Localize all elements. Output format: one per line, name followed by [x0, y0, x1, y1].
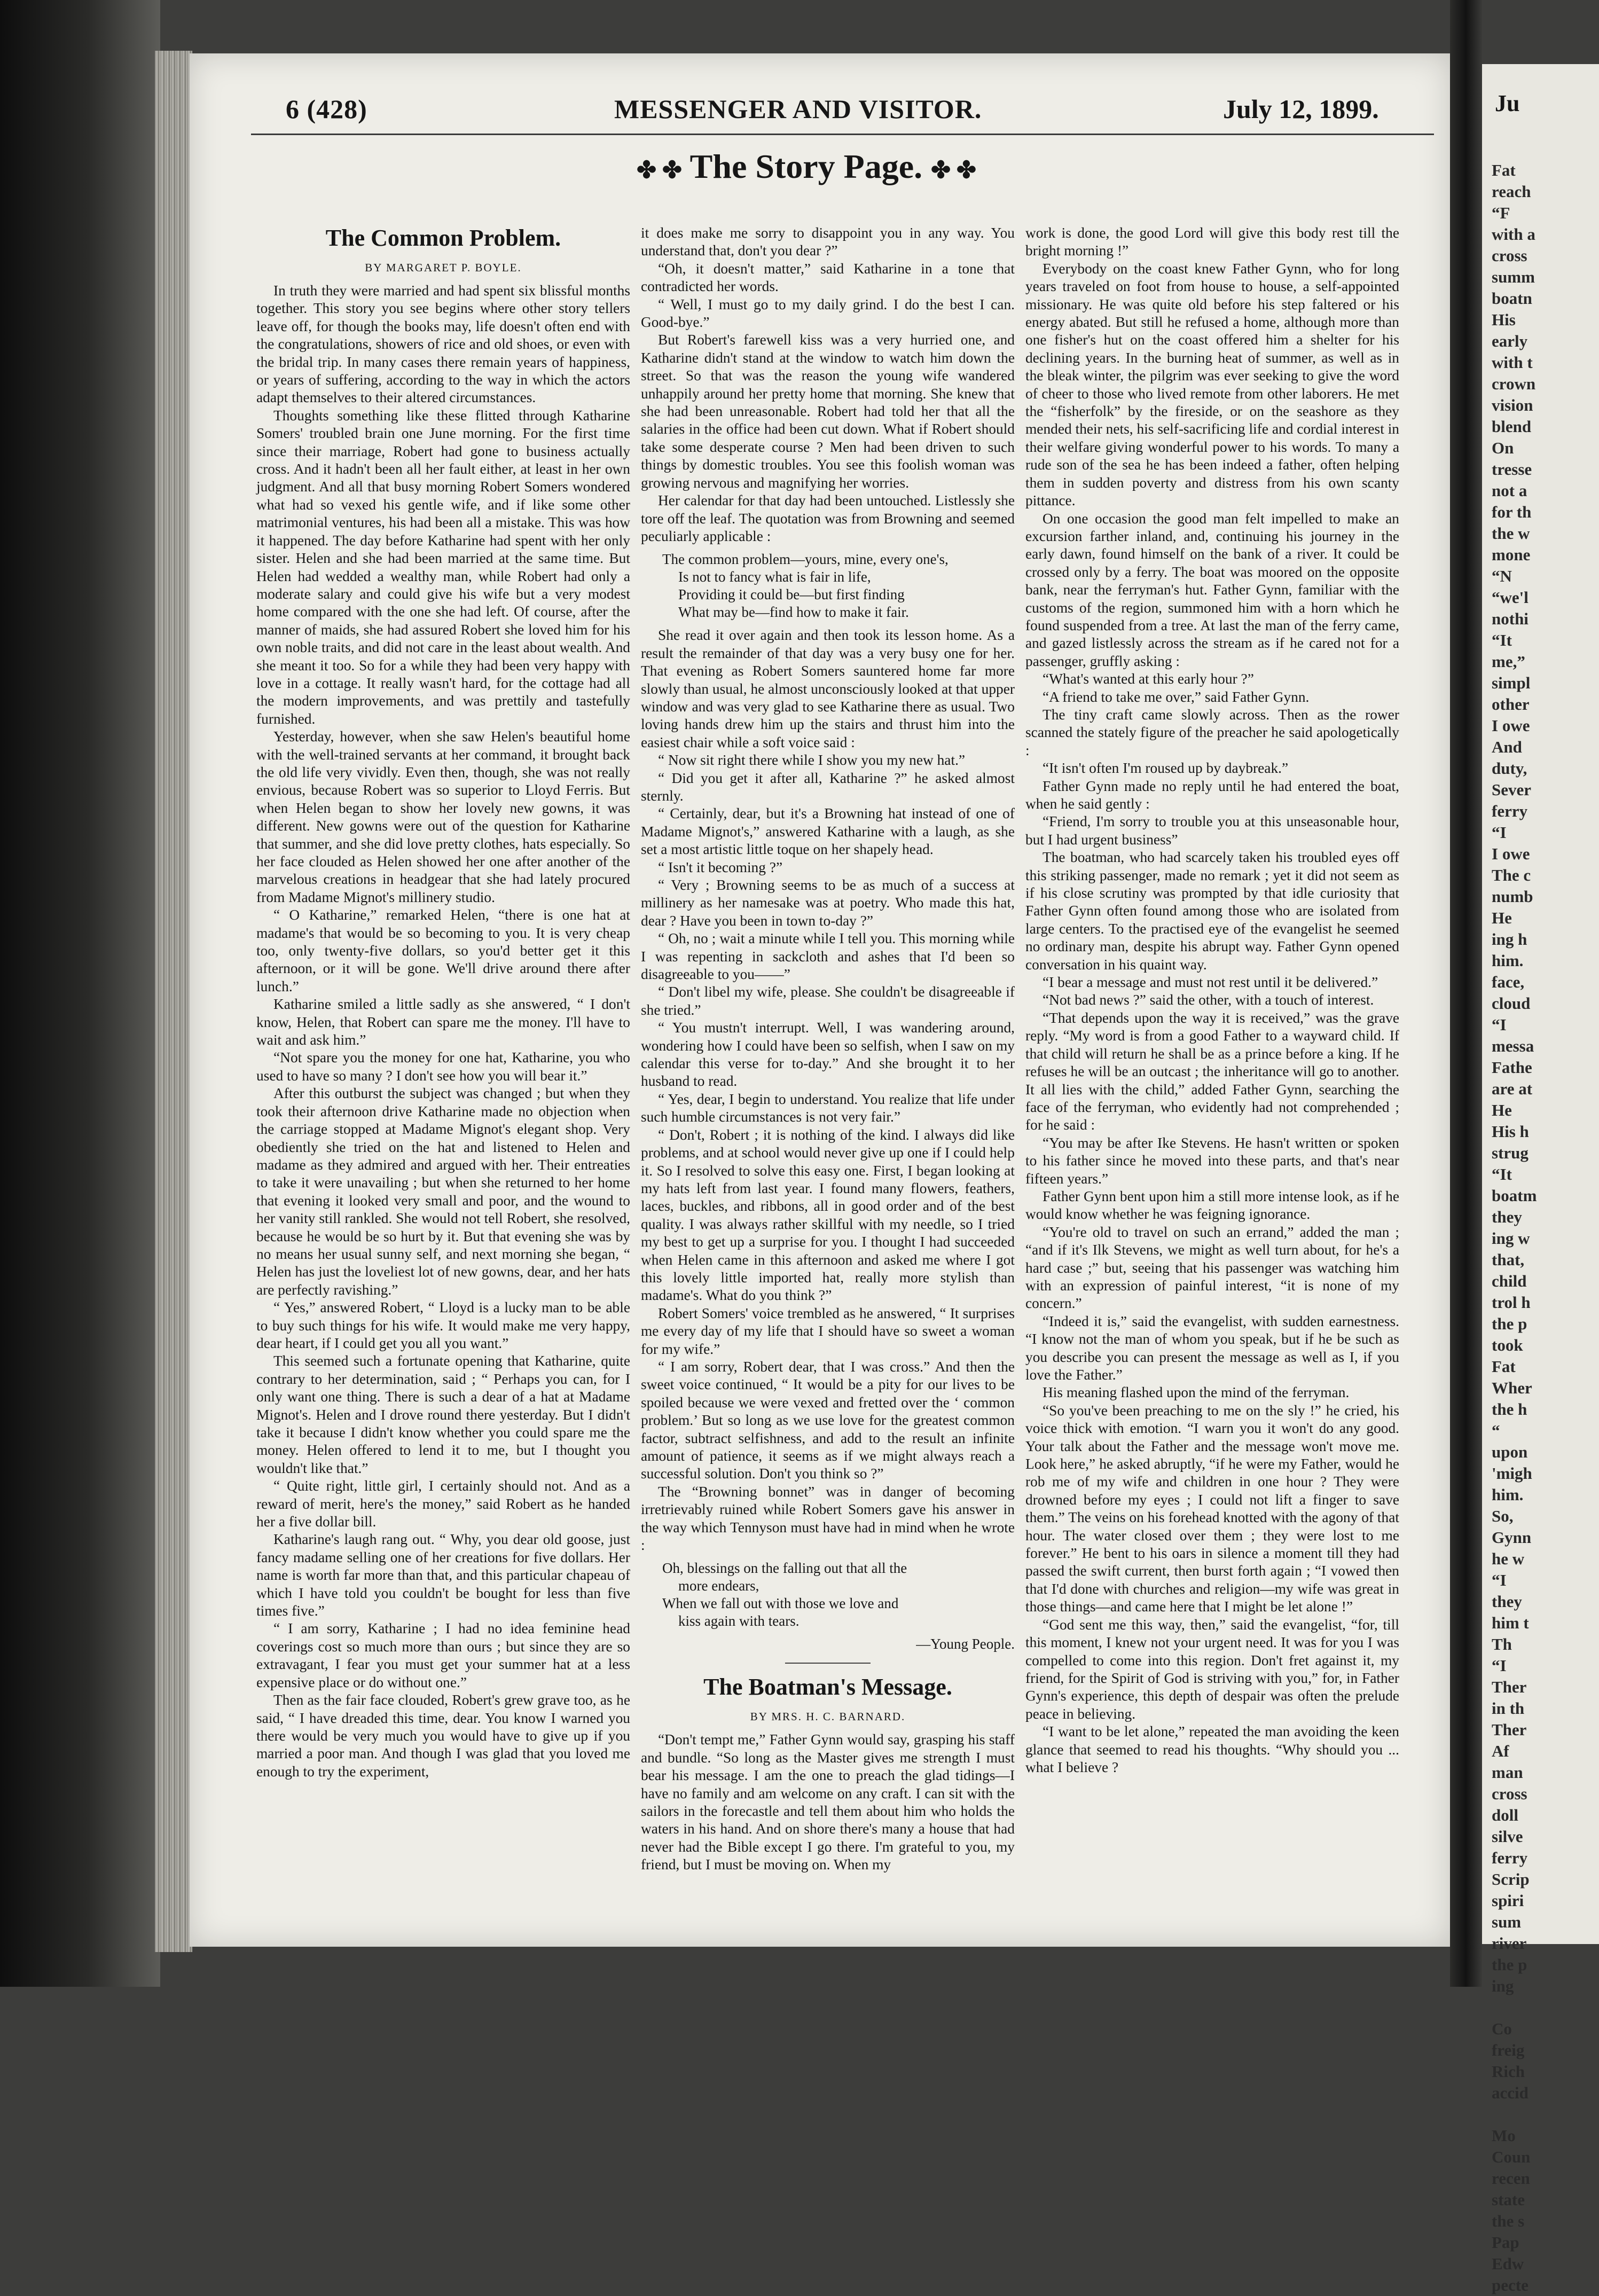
- paragraph: it does make me sorry to disappoint you in any way. You understand that, don't you dear ?”: [641, 225, 1015, 259]
- ornament-right-icon: ✤ ✤: [931, 157, 976, 183]
- facing-page-line: Ther: [1492, 1678, 1527, 1696]
- scan-border-left: [0, 0, 160, 1987]
- paragraph: In truth they were married and had spent six blissful months together. This story you see begins where other story tellers leave off, for though the books may, life doesn't often end with the congratulations, showers of rice and old shoes, or even with the bridal trip. In many cases there remain years of happiness, or years of suffering, according to the way in which the actors adapt themselves to their altered circumstances.: [256, 283, 630, 406]
- article-title: The Boatman's Message.: [703, 1674, 952, 1701]
- paragraph: “You're old to travel on such an errand,” added the man ; “and if it's Ilk Stevens, we might as well turn about, for he's a hard case ;” but, seeing that his passenger was watching him with an expression of painful interest, “it is none of my concern.”: [1025, 1224, 1399, 1312]
- article-body: [641, 1731, 1015, 1874]
- paragraph: “You may be after Ike Stevens. He hasn't written or spoken to his father since he moved into these parts, and that's near fifteen years.”: [1025, 1134, 1399, 1187]
- facing-page-line: trol h: [1492, 1293, 1531, 1312]
- paragraph: work is done, the good Lord will give this body rest till the bright morning !”: [1025, 225, 1399, 259]
- facing-page-line: “I: [1492, 823, 1507, 842]
- facing-page-line: nothi: [1492, 609, 1529, 628]
- facing-page-line: vision: [1492, 396, 1533, 414]
- paragraph: “I want to be let alone,” repeated the man avoiding the keen glance that seemed to read his thoughts. “Why should you ... what I believe ?: [1025, 1723, 1399, 1775]
- facing-page-line: 'migh: [1492, 1464, 1532, 1483]
- facing-page-line: So,: [1492, 1507, 1514, 1525]
- article-body-continued: [641, 626, 1015, 1554]
- facing-page-fragment: [1482, 64, 1599, 2294]
- facing-page-line: [1482, 1997, 1599, 2018]
- paragraph: “ Quite right, little girl, I certainly should not. And as a reward of merit, here's the money,” said Robert as he handed her a five dollar bill.: [256, 1478, 630, 1530]
- facing-page-line: the w: [1492, 524, 1530, 543]
- verse-line: When we fall out with those we love and: [662, 1595, 899, 1612]
- facing-page-line: spiri: [1492, 1891, 1524, 1910]
- facing-page-line: “I: [1492, 1571, 1507, 1589]
- facing-page-line: Scrip: [1492, 1870, 1530, 1888]
- paragraph: The boatman, who had scarcely taken his troubled eyes off this striking passenger, made no remark ; yet it did not seem as if his close scrutiny was prompted by that idle curiosity that Father Gynn often found among those who are isolated from large centers. To the practised eye of the evangelist he seemed no ordinary man, despite his abrupt way. Father Gynn opened conversation in his quaint way.: [1025, 849, 1399, 973]
- paragraph: Thoughts something like these flitted through Katharine Somers' troubled brain one June morning. For the first time since their marriage, Robert had gone to business actually cross. And it hadn't been all her fault either, at least in her own judgment. And all that busy morning Robert Somers wondered what had so vexed his gentle wife, and if like some other matrimonial ventures, his had been all a mistake. This was how it happened. The day before Katharine had spent with her only sister. Helen and she had been married at the same time. But Helen had wedded a wealthy man, while Robert had only a moderate salary and could give his wife but a very modest home compared with the one she had left. Of course, after the manner of maids, she had assured Robert she loved him for his own noble traits, and did not care in the least about wealth. And she meant it too. So for a while they had been very happy with love in a cottage. It really wasn't hard, for the cottage had all the modern improvements, and was prettily and tastefully furnished.: [256, 407, 630, 727]
- facing-page-line: river: [1492, 1934, 1527, 1953]
- facing-page-line: freig: [1492, 2041, 1525, 2059]
- paragraph: Katharine smiled a little sadly as she answered, “ I don't know, Helen, that Robert can spare me the money. I'll have to wait and ask him.”: [256, 996, 630, 1048]
- facing-page-line: Fat: [1492, 161, 1516, 179]
- paragraph: The tiny craft came slowly across. Then as the rower scanned the stately figure of the preacher he said apologetically :: [1025, 706, 1399, 758]
- verse-line: What may be—find how to make it fair.: [678, 604, 909, 621]
- tennyson-quotation: [662, 1560, 1015, 1630]
- paragraph: “ Did you get it after all, Katharine ?” he asked almost sternly.: [641, 770, 1015, 804]
- facing-page-line: upon: [1492, 1443, 1528, 1461]
- facing-page-line: with a: [1492, 225, 1535, 244]
- facing-page-line: ing: [1492, 1977, 1514, 1995]
- facing-page-line: ferry: [1492, 1848, 1528, 1867]
- newspaper-title: MESSENGER AND VISITOR.: [614, 94, 982, 124]
- facing-page-line: face,: [1492, 973, 1525, 991]
- book-spine-edge: [155, 51, 192, 1952]
- facing-page-line: Af: [1492, 1742, 1509, 1760]
- paragraph: “What's wanted at this early hour ?”: [1043, 671, 1254, 687]
- paragraph: “Friend, I'm sorry to trouble you at this unseasonable hour, but I had urgent business”: [1025, 813, 1399, 848]
- facing-page-line: recen: [1492, 2169, 1530, 2188]
- paragraph: “ Well, I must go to my daily grind. I do the best I can. Good-bye.”: [641, 296, 1015, 331]
- facing-page-line: Mo: [1492, 2126, 1516, 2145]
- facing-page-line: sum: [1492, 1913, 1522, 1931]
- paragraph: “ Certainly, dear, but it's a Browning hat instead of one of Madame Mignot's,” answered Katharine with a laugh, as she set a most artistic little toque on her shapely head.: [641, 805, 1015, 858]
- verse-line: The common problem—yours, mine, every one's,: [662, 551, 949, 568]
- facing-page-line: the p: [1492, 1955, 1527, 1974]
- facing-page-line: simpl: [1492, 673, 1531, 692]
- facing-page-line: me,”: [1492, 652, 1525, 671]
- facing-page-line: the s: [1492, 2212, 1525, 2230]
- facing-page-line: doll: [1492, 1806, 1518, 1824]
- paragraph: “ I am sorry, Katharine ; I had no idea feminine head coverings cost so much more than ours ; but since they are so extravagant, I fear you must get your summer hat at a less expensive place or do without one.”: [256, 1620, 630, 1690]
- page-gutter: [1450, 0, 1482, 1987]
- paragraph: Her calendar for that day had been untouched. Listlessly she tore off the leaf. The quotation was from Browning and seemed peculiarly applicable :: [641, 492, 1015, 544]
- facing-page-line: strug: [1492, 1143, 1529, 1162]
- facing-page-line: the h: [1492, 1400, 1527, 1419]
- facing-page-line: the p: [1492, 1314, 1527, 1333]
- paragraph: Robert Somers' voice trembled as he answered, “ It surprises me every day of my life that I should have so sweet a woman for my wife.”: [641, 1305, 1015, 1357]
- facing-page-line: are at: [1492, 1079, 1533, 1098]
- facing-page-line: cross: [1492, 246, 1527, 265]
- facing-page-line: Edw: [1492, 2254, 1524, 2273]
- facing-page-line: boatm: [1492, 1186, 1537, 1205]
- paragraph: Then as the fair face clouded, Robert's grew grave too, as he said, “ I have dreaded this time, dear. You know I warned you there would be very much you would have to give up if you married a poor man. And though I was glad that you loved me enough to try the experiment,: [256, 1692, 630, 1780]
- paragraph: “Don't tempt me,” Father Gynn would say, grasping his staff and bundle. “So long as the Master gives me strength I must bear his message. I am the one to preach the glad tidings—I have no family and am welcome on any craft. I can sit with the sailors in the forecastle and tell them about him who holds the waters in his hand. And on shore there's many a house that had never had the Bible except I go there. I'm grateful to you, my friend, but I must be moving on. When my: [641, 1731, 1015, 1873]
- paragraph: “ Don't libel my wife, please. She couldn't be disagreeable if she tried.”: [641, 984, 1015, 1018]
- facing-page-line: “It: [1492, 631, 1512, 649]
- facing-page-line: crown: [1492, 374, 1536, 393]
- paragraph: “Indeed it is,” said the evangelist, with sudden earnestness. “I know not the man of whom you speak, but if he be such as you describe you can present the message as well as I, if you love the Father.”: [1025, 1313, 1399, 1383]
- facing-page-line: they: [1492, 1208, 1522, 1226]
- facing-page-line: ing w: [1492, 1229, 1530, 1248]
- browning-quotation: [662, 551, 1015, 621]
- facing-page-line: Th: [1492, 1635, 1512, 1654]
- paragraph: The “Browning bonnet” was in danger of becoming irretrievably ruined while Robert Somers gave his answer in the way which Tennyson must have had in mind when he wrote :: [641, 1483, 1015, 1554]
- facing-page-line: messa: [1492, 1037, 1534, 1055]
- section-title: The Story Page.: [689, 147, 923, 185]
- facing-page-line: Wher: [1492, 1378, 1532, 1397]
- facing-page-line: cross: [1492, 1784, 1527, 1803]
- facing-page-line: took: [1492, 1336, 1523, 1354]
- facing-page-line: Fathe: [1492, 1058, 1532, 1077]
- facing-page-line: tresse: [1492, 460, 1532, 479]
- facing-page-line: On: [1492, 438, 1514, 457]
- paragraph: On one occasion the good man felt impelled to make an excursion farther inland, and, continuing his journey in the early dawn, found himself on the bank of a river. It could be crossed only by a ferry. The boat was moored on the opposite bank, near the ferryman's hut. Father Gynn, familiar with the customs of the region, summoned him with a horn which he found suspended from a tree. At last the man of the ferry came, and gazed listlessly across the stream as if he cared not for a passenger, gruffly asking :: [1025, 510, 1399, 669]
- paragraph: “ Yes,” answered Robert, “ Lloyd is a lucky man to be able to buy such things for his wife. It would make me very happy, dear heart, if I could get you all you want.”: [256, 1299, 630, 1351]
- facing-page-line: with t: [1492, 353, 1533, 372]
- facing-page-line: “: [1492, 1421, 1500, 1440]
- facing-page-line: Sever: [1492, 780, 1532, 799]
- facing-page-line: “F: [1492, 203, 1510, 222]
- paragraph: “ I am sorry, Robert dear, that I was cross.” And then the sweet voice continued, “ It would be a pity for our lives to be spoiled because we were vexed and fretted over the ‘ common problem.’ But so long as we use love for the greatest common factor, subtract selfishness, and add to the result an infinite amount of patience, it seems as if we might always reach a successful solution. Don't you think so ?”: [641, 1358, 1015, 1482]
- facing-page-line: child: [1492, 1272, 1527, 1290]
- paragraph: “I bear a message and must not rest until it be delivered.”: [1043, 974, 1378, 991]
- facing-page-line: in th: [1492, 1699, 1525, 1718]
- facing-page-line: he w: [1492, 1549, 1525, 1568]
- facing-page-line: that,: [1492, 1250, 1525, 1269]
- column-1: [256, 224, 630, 1781]
- facing-page-line: duty,: [1492, 759, 1527, 778]
- verse-line: Providing it could be—but first finding: [678, 586, 905, 603]
- paragraph: “ You mustn't interrupt. Well, I was wandering around, wondering how I could have been so selfish, when I saw on my calendar this verse for to-day.” And she brought it to her husband to read.: [641, 1020, 1015, 1090]
- article-body: [256, 282, 630, 1781]
- paragraph: She read it over again and then took its lesson home. As a result the remainder of that day was a very busy one for her. That evening as Robert Somers sauntered home far more slowly than usual, he almost unconsciously looked at that upper window and was very glad to see Katharine there as usual. Two loving hands drew him up the stairs and thrust him into the easiest chair while a soft voice said :: [641, 627, 1015, 750]
- paragraph: His meaning flashed upon the mind of the ferryman.: [1043, 1384, 1350, 1401]
- verse-line: Oh, blessings on the falling out that all the: [662, 1560, 907, 1577]
- facing-page-line: “It: [1492, 1165, 1512, 1184]
- paragraph: “Not bad news ?” said the other, with a touch of interest.: [1043, 992, 1374, 1008]
- paragraph: Father Gynn made no reply until he had entered the boat, when he said gently :: [1025, 778, 1399, 812]
- facing-page-line: ing h: [1492, 930, 1527, 949]
- facing-page-line: mone: [1492, 545, 1531, 564]
- ornament-left-icon: ✤ ✤: [637, 157, 682, 183]
- paragraph: But Robert's farewell kiss was a very hurried one, and Katharine didn't stand at the window to watch him down the street. So that was the reason the young wife wandered unhappily around her pretty home that morning. She knew that she had been unreasonable. Robert had told her that all the salaries in the office had been cut down. What if Robert should take some desperate course ? Men had been driven to such things by domestic troubles. You see this foolish woman was growing nervous and magnifying her worries.: [641, 332, 1015, 491]
- facing-page-lines: [1482, 160, 1599, 2296]
- facing-page-header: Ju: [1495, 90, 1520, 116]
- verse-line: kiss again with tears.: [678, 1613, 800, 1629]
- facing-page-line: Pap: [1492, 2233, 1519, 2252]
- paragraph: After this outburst the subject was changed ; but when they took their afternoon drive Katharine made no objection when the carriage stopped at Madame Mignot's elegant shop. Very obediently she tried on the hat and listened to Helen and madame as they admired and argued with her. Their entreaties to take it were unavailing ; but when she returned to her home that evening it looked very small and poor, and the wound to her vanity still rankled. She would not tell Robert, she resolved, because he would be so hurt by it. But that evening she was by no means her usual sunny self, and next morning she began, “ Helen has just the loveliest lot of new gowns, dear, and her hats are perfectly ravishing.”: [256, 1085, 630, 1298]
- verse-line: Is not to fancy what is fair in life,: [678, 569, 871, 585]
- paragraph: “That depends upon the way it is received,” was the grave reply. “My word is from a good Father to a wayward child. If that child will return he shall be as a prince before a king. If he refuses he will be an outcast ; the inheritance will go to another. It all lies with the child,” added Father Gynn, searching the face of the ferryman, who evidently had not comprehended ; for he said :: [1025, 1009, 1399, 1133]
- paragraph: “Not spare you the money for one hat, Katharine, you who used to have so many ? I don't see how you will bear it.”: [256, 1049, 630, 1084]
- verse-line: more endears,: [678, 1578, 759, 1594]
- facing-page-line: The c: [1492, 866, 1531, 884]
- facing-page-line: I owe: [1492, 844, 1530, 863]
- paragraph: “So you've been preaching to me on the sly !” he cried, his voice thick with emotion. “I warn you it won't do any good. Your talk about the Father and the message won't move me. Look here,” he asked abruptly, “if he were my Father, would he rob me of my wife and children in one hour ? They were drowned before my eyes ; I could not lift a finger to save them.” The veins on his forehead knotted with the agony of that hour. The water closed over them ; they were lost to me forever.” He bent to his oars in silence a moment till they had passed the swift current, then burst forth again ; “I vowed then that I'd done with churches and religion—my wife was great in those things—and came here that I might be let alone !”: [1025, 1402, 1399, 1615]
- article-body-continued: [1025, 224, 1399, 1776]
- article-byline: BY MRS. H. C. BARNARD.: [750, 1710, 906, 1723]
- facing-page-line: summ: [1492, 268, 1535, 286]
- paragraph: “God sent me this way, then,” said the evangelist, “for, till this moment, I knew not your urgent need. It was for you I was compelled to come into this region. Don't fret against it, my friend, for the Spirit of God is striving with you,” for, in Father Gynn's experience, this depth of despair was often the prelude peace in believing.: [1025, 1616, 1399, 1722]
- paragraph: “A friend to take me over,” said Father Gynn.: [1043, 688, 1310, 705]
- paragraph: This seemed such a fortunate opening that Katharine, quite contrary to her determination, said ; “ Perhaps you can, for I only want one thing. There is such a dear of a hat at Madame Mignot's. Helen and I drove round there yesterday. But I didn't take it because I didn't know whether you could spare me the money. Helen offered to lend it to me, but I thought you wouldn't like that.”: [256, 1353, 630, 1476]
- issue-date: July 12, 1899.: [1223, 94, 1379, 124]
- paragraph: “Oh, it doesn't matter,” said Katharine in a tone that contradicted her words.: [641, 260, 1015, 295]
- facing-page-line: I owe: [1492, 716, 1530, 735]
- facing-page-line: ferry: [1492, 802, 1528, 820]
- column-3: [1025, 224, 1399, 1776]
- facing-page-line: Coun: [1492, 2148, 1531, 2166]
- facing-page-line: Ther: [1492, 1720, 1527, 1739]
- facing-page-line: silve: [1492, 1827, 1523, 1846]
- facing-page-line: [1482, 2104, 1599, 2125]
- facing-page-line: state: [1492, 2190, 1525, 2209]
- facing-page-line: He: [1492, 1101, 1512, 1119]
- facing-page-line: Gynn: [1492, 1528, 1532, 1547]
- facing-page-line: His: [1492, 310, 1516, 329]
- article-title: The Common Problem.: [325, 225, 561, 251]
- quotation-attribution: —Young People.: [916, 1636, 1015, 1652]
- paragraph: Katharine's laugh rang out. “ Why, you dear old goose, just fancy madame selling one of her creations for five dollars. Her name is worth far more than that, and this particular chapeau of which I have told you couldn't be bought for less than five times five.”: [256, 1531, 630, 1619]
- facing-page-line: numb: [1492, 887, 1533, 906]
- paragraph: “ Isn't it becoming ?”: [658, 859, 783, 875]
- article-byline: BY MARGARET P. BOYLE.: [365, 261, 522, 274]
- paragraph: Yesterday, however, when she saw Helen's beautiful home with the well-trained servants at her command, it brought back the old life very vividly. Even then, though, she was not really envious, because Robert was so superior to Lloyd Ferris. But when Helen began to show her lovely new gowns, it was different. New gowns were out of the question for Katharine that summer, and she did love pretty clothes, hats especially. So her face clouded as Helen showed her one after another of the marvelous creations in headgear that she had lately procured from Madame Mignot's millinery studio.: [256, 728, 630, 905]
- paragraph: Father Gynn bent upon him a still more intense look, as if he would know whether he was feigning ignorance.: [1025, 1188, 1399, 1223]
- facing-page-line: early: [1492, 332, 1528, 350]
- page-number: 6 (428): [286, 94, 367, 124]
- facing-page-line: for th: [1492, 503, 1532, 521]
- header-rule: [251, 134, 1434, 135]
- facing-page-line: “I: [1492, 1015, 1507, 1034]
- facing-page-line: His h: [1492, 1122, 1529, 1141]
- facing-page-line: Fat: [1492, 1357, 1516, 1376]
- facing-page-line: cloud: [1492, 994, 1531, 1013]
- facing-page-line: pecte: [1492, 2276, 1529, 2294]
- facing-page-line: Co: [1492, 2019, 1512, 2038]
- facing-page-line: man: [1492, 1763, 1523, 1782]
- article-divider: [785, 1663, 871, 1664]
- paragraph: “It isn't often I'm roused up by daybreak.”: [1043, 760, 1289, 777]
- facing-page-line: And: [1492, 738, 1522, 756]
- column-2: [641, 224, 1015, 1874]
- facing-page-line: Rich: [1492, 2062, 1525, 2081]
- paragraph: “ Yes, dear, I begin to understand. You realize that life under such humble circumstances is not very fair.”: [641, 1091, 1015, 1125]
- facing-page-line: not a: [1492, 481, 1527, 500]
- facing-page-line: “we'l: [1492, 588, 1529, 607]
- section-banner: [625, 147, 988, 186]
- facing-page-line: boatn: [1492, 289, 1532, 308]
- facing-page-line: accid: [1492, 2083, 1529, 2102]
- facing-page-line: him t: [1492, 1613, 1529, 1632]
- facing-page-line: other: [1492, 695, 1530, 714]
- facing-page-line: “N: [1492, 567, 1512, 585]
- facing-page-line: reach: [1492, 182, 1531, 201]
- paragraph: “ O Katharine,” remarked Helen, “there is one hat at madame's that would be so becoming to you. It is very cheap too, only twenty-five dollars, so you'd better get it this afternoon, or it will be gone. We'll drive around there after lunch.”: [256, 907, 630, 994]
- paragraph: “ Don't, Robert ; it is nothing of the kind. I always did like problems, and at school would never give up one if I could help it. So I resolved to solve this easy one. First, I began looking at my hats left from last year. I found many flowers, feathers, laces, buckles, and ribbons, all in good order and of the best quality. I was always rather skillful with my needle, so I tried my best to get up a surprise for you. I thought I had succeeded when Helen came in this afternoon and asked me where I got this lovely little imported hat, really more stylish than madame's. What do you think ?”: [641, 1126, 1015, 1304]
- paragraph: “ Very ; Browning seems to be as much of a success at millinery as her namesake was at poetry. Who made this hat, dear ? Have you been in town to-day ?”: [641, 877, 1015, 929]
- facing-page-line: He: [1492, 908, 1512, 927]
- paragraph: Everybody on the coast knew Father Gynn, who for long years traveled on foot from house to house, a self-appointed missionary. He was quite old before his step faltered or his energy abated. But still he refused a home, although more than one fisher's hut on the coast offered him a shelter for his declining years. In the burning heat of summer, as well as in the bleak winter, the pilgrim was ever seeking to give the word of cheer to those who lived remote from other laborers. He met the “fisherfolk” by the fireside, or on the seashore as they mended their nets, his self-sacrificing life and cordial interest in their welfare giving wonderful power to his words. To many a rude son of the sea he has been indeed a father, often helping them in sudden poverty and distress from his own scanty pittance.: [1025, 260, 1399, 509]
- facing-page-line: blend: [1492, 417, 1532, 436]
- facing-page-line: “I: [1492, 1656, 1507, 1675]
- facing-page-line: him.: [1492, 951, 1524, 970]
- paragraph: “ Now sit right there while I show you my new hat.”: [658, 752, 966, 769]
- facing-page-line: they: [1492, 1592, 1522, 1611]
- paragraph: “ Oh, no ; wait a minute while I tell you. This morning while I was repenting in sackcloth and ashes that I'd been so disagreeable to you——”: [641, 930, 1015, 983]
- article-body-continued: [641, 224, 1015, 545]
- facing-page-line: him.: [1492, 1485, 1524, 1504]
